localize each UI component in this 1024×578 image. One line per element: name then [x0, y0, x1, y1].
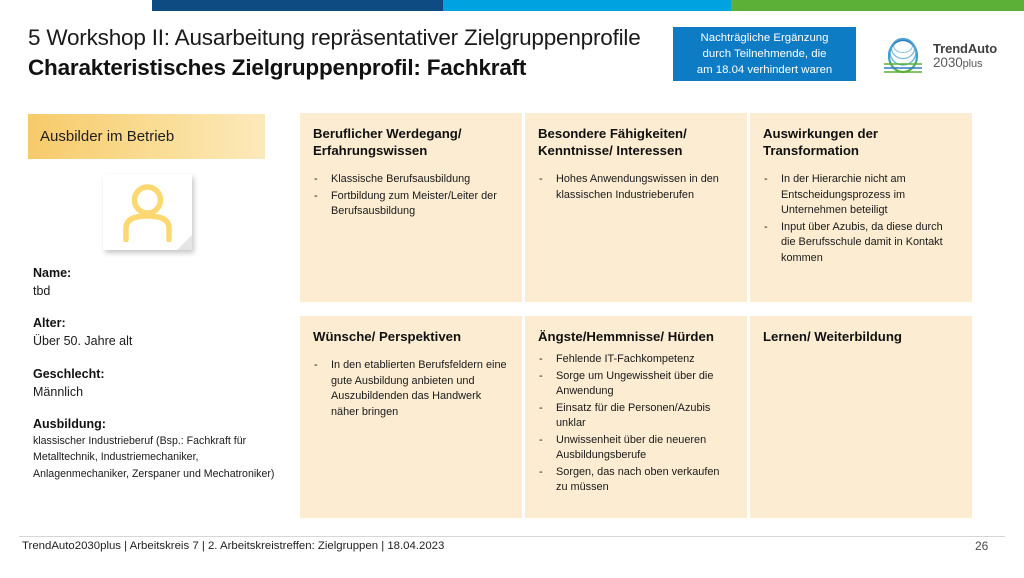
card-title: Ängste/Hemmnisse/ Hürden — [538, 329, 714, 344]
persona-avatar-card — [103, 174, 192, 250]
top-color-bar — [0, 0, 1024, 11]
card-bullet-item: - Hohes Anwendungswissen in den klassischen Industrieberufen — [539, 173, 719, 201]
card-bullet-item: - Fortbildung zum Meister/Leiter der Berufsausbildung — [314, 189, 497, 218]
card-bullet-item: - Einsatz für die Personen/Azubis unklar — [539, 401, 711, 430]
card-bullet-list — [538, 172, 733, 203]
footer-divider — [19, 536, 1005, 537]
bullet-dash: - — [314, 189, 318, 202]
card-bullet-item: - Fehlende IT-Fachkompetenz — [538, 352, 733, 367]
card-bullet-list — [313, 358, 508, 420]
persona-field-ausbildung-value: klassischer Industrieberuf (Bsp.: Fachkraft für Metalltechnik, Industriemechaniker, Anlagenmechaniker, Zerspaner und Mechatroniker) — [33, 434, 275, 480]
card-title: Auswirkungen der Transformation — [763, 126, 879, 159]
persona-field-alter-value: Über 50. Jahre alt — [33, 334, 133, 349]
footer-text: TrendAuto2030plus | Arbeitskreis 7 | 2. Arbeitskreistreffen: Zielgruppen | 18.04.2023 — [22, 540, 445, 552]
avatar-card-fold — [177, 235, 192, 250]
card-bullet-list — [313, 172, 508, 219]
card-bullet-list — [763, 172, 958, 266]
trendauto-logo-text — [933, 42, 997, 70]
trendauto-logo-icon — [878, 31, 928, 81]
page-title-line1: 5 Workshop II: Ausarbeitung repräsentativer Zielgruppenprofile — [28, 25, 641, 50]
trendauto-logo — [878, 30, 1006, 82]
top-bar-segment-dark-blue — [152, 0, 443, 11]
persona-field-ausbildung — [33, 415, 278, 482]
card-bullet-item: - In den etablierten Berufsfeldern eine gute Ausbildung anbieten und Auszubildenden das Handwerk näher bringen — [314, 359, 507, 418]
bullet-dash: - — [539, 353, 543, 366]
persona-field-name-value: tbd — [33, 284, 51, 299]
page-title-line2: Charakteristisches Zielgruppenprofil: Fachkraft — [28, 55, 527, 81]
page-title — [28, 24, 688, 83]
card-lernen-weiterbildung — [750, 316, 972, 518]
annotation-note-box — [673, 27, 856, 81]
annotation-note-line3: am 18.04 verhindert waren — [696, 64, 833, 77]
persona-field-geschlecht-value: Männlich — [33, 384, 84, 399]
bullet-dash: - — [539, 433, 543, 446]
card-beruflicher-werdegang — [300, 113, 522, 302]
persona-field-name — [33, 264, 278, 300]
annotation-note-line2: durch Teilnehmende, die — [702, 47, 827, 60]
top-bar-spacer — [0, 0, 152, 11]
persona-field-alter — [33, 314, 278, 350]
card-bullet-item: - Sorgen, das nach oben verkaufen zu müssen — [539, 465, 720, 494]
card-aengste-hemmnisse-huerden — [525, 316, 747, 518]
logo-name-bottom — [933, 56, 997, 71]
persona-header — [28, 114, 265, 159]
card-bullet-item: - Sorge um Ungewissheit über die Anwendung — [539, 369, 714, 398]
card-bullet-list — [538, 352, 733, 495]
card-besondere-faehigkeiten — [525, 113, 747, 302]
top-bar-segment-green — [731, 0, 1024, 11]
card-wuensche-perspektiven — [300, 316, 522, 518]
bullet-dash: - — [314, 359, 318, 372]
bullet-dash: - — [539, 401, 543, 414]
bullet-dash: - — [314, 173, 318, 186]
card-bullet-item: - Unwissenheit über die neueren Ausbildungsberufe — [539, 433, 707, 462]
logo-name-top: TrendAuto — [933, 40, 998, 56]
bullet-dash: - — [764, 173, 768, 186]
page-number: 26 — [975, 539, 989, 553]
person-icon — [119, 182, 176, 242]
card-title: Besondere Fähigkeiten/ Kenntnisse/ Interessen — [538, 126, 687, 159]
card-title: Wünsche/ Perspektiven — [313, 329, 462, 344]
top-bar-segment-light-blue — [443, 0, 731, 11]
bullet-dash: - — [764, 220, 768, 233]
persona-fields — [33, 264, 278, 496]
card-bullet-item: - In der Hierarchie nicht am Entscheidungsprozess im Unternehmen beteiligt — [764, 173, 906, 217]
annotation-note-line1: Nachträgliche Ergänzung — [700, 31, 829, 44]
persona-header-label: Ausbilder im Betrieb — [40, 128, 175, 145]
persona-field-geschlecht — [33, 365, 278, 401]
card-title: Lernen/ Weiterbildung — [763, 329, 902, 344]
card-auswirkungen-transformation — [750, 113, 972, 302]
card-title: Beruflicher Werdegang/ Erfahrungswissen — [313, 126, 462, 159]
card-bullet-item: - Input über Azubis, da diese durch die Berufsschule damit in Kontakt kommen — [764, 220, 943, 264]
persona-field-name-label: Name: — [33, 266, 72, 280]
persona-field-ausbildung-label: Ausbildung: — [33, 416, 106, 431]
card-bullet-item: - Klassische Berufsausbildung — [313, 172, 508, 187]
persona-field-alter-label: Alter: — [33, 316, 66, 331]
logo-suffix: plus — [962, 57, 983, 70]
persona-field-geschlecht-label: Geschlecht: — [33, 366, 105, 381]
logo-year: 2030 — [933, 54, 963, 70]
bullet-dash: - — [539, 465, 543, 478]
bullet-dash: - — [539, 369, 543, 382]
bullet-dash: - — [539, 173, 543, 186]
